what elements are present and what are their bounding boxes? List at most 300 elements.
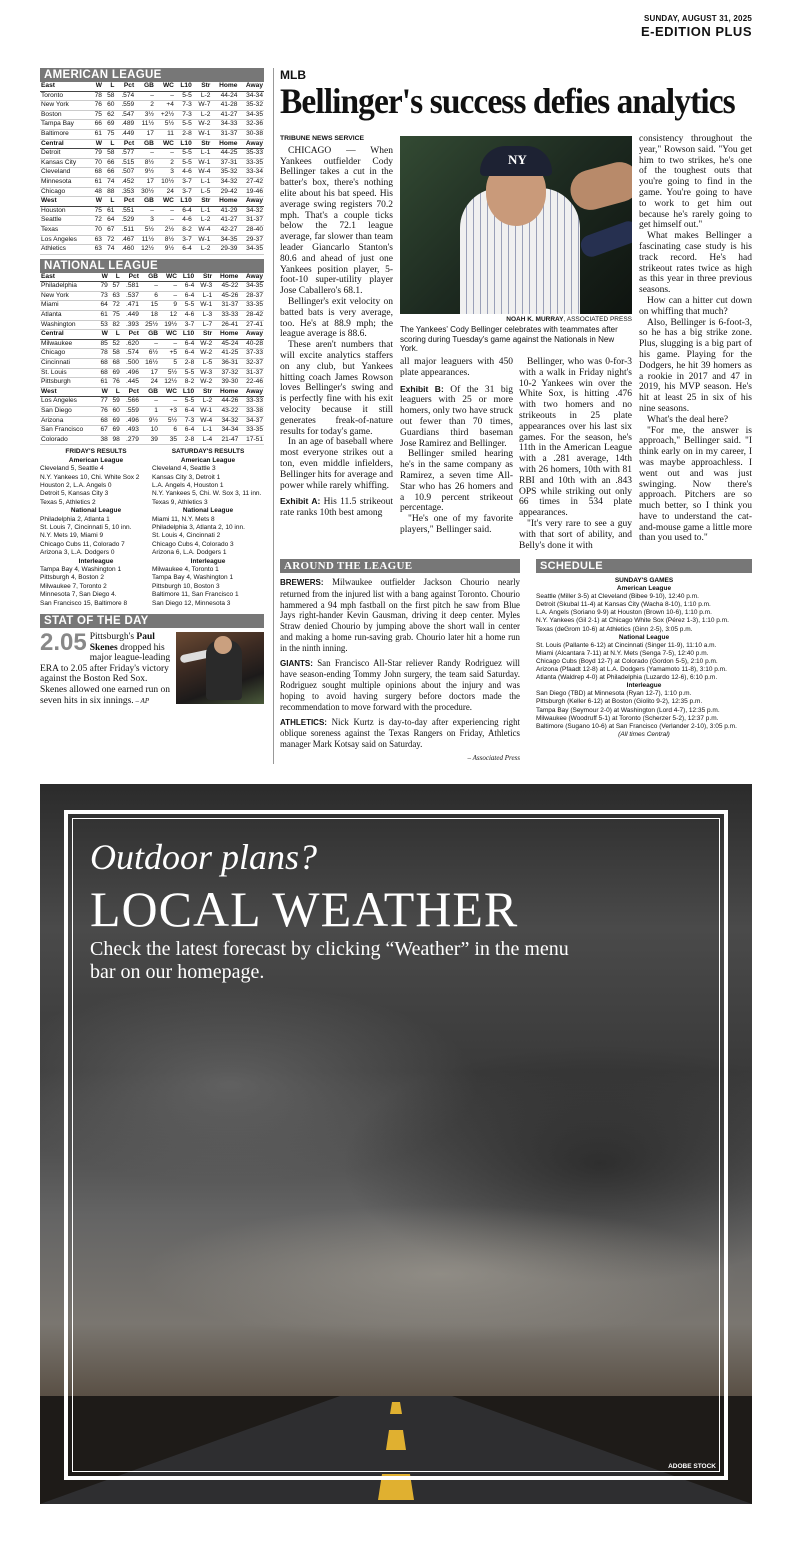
stat-cell: 7-3: [175, 101, 193, 111]
stat-cell: 32-37: [239, 359, 264, 369]
stat-cell: 18: [140, 311, 159, 321]
standings-row: [40, 110, 264, 120]
column-header: Away: [238, 139, 264, 149]
stat-of-the-day-text: [40, 629, 174, 706]
column-header: W: [91, 139, 103, 149]
results-title: SATURDAY'S RESULTS: [171, 448, 245, 456]
team-name: Cincinnati: [40, 359, 97, 369]
stat-cell: W-7: [193, 101, 212, 111]
schedule: [536, 559, 752, 739]
article-column-3: [519, 357, 632, 551]
schedule-line: Seattle (Miller 3-5) at Cleveland (Bibee 9-10), 12:40 p.m.: [536, 593, 699, 601]
stat-cell: W-3: [195, 282, 213, 292]
article-paragraph: CHICAGO — When Yankees outfielder Cody Bellinger takes a cut in the batter's box, there's nothing elite about his bat speed. His average swing registers 70.2 mph. That's a couple ticks below the 72.1 league average, far slower than team leader Giancarlo Stanton's 80.6 and ahead of just one Yankees position player, 5-foot-10 super-utility player Jose Caballero's 68.1.: [280, 145, 393, 297]
stat-cell: 41-25: [213, 349, 239, 359]
result-line: Arizona 3, L.A. Dodgers 0: [40, 549, 115, 557]
schedule-line: Texas (deGrom 10-6) at Athletics (Ginn 2-5), 3:05 p.m.: [536, 625, 693, 633]
division-header-row: [40, 82, 264, 91]
stat-cell: 41-29: [211, 206, 238, 216]
stat-cell: 12½: [135, 245, 155, 255]
column-header: GB: [140, 273, 159, 282]
schedule-line: N.Y. Yankees (Gil 2-1) at Chicago White Sox (Pérez 1-3), 1:10 p.m.: [536, 617, 729, 625]
standings-row: [40, 120, 264, 130]
weather-ad[interactable]: [40, 784, 752, 1504]
stat-cell: 41-28: [211, 101, 238, 111]
result-line: Detroit 5, Kansas City 3: [40, 490, 109, 498]
stat-cell: 8½: [155, 235, 175, 245]
stat-cell: .467: [115, 235, 135, 245]
stat-cell: 77: [97, 397, 109, 407]
column-header: WC: [155, 82, 175, 91]
stat-cell: 16½: [140, 359, 159, 369]
stat-cell: 17: [140, 368, 159, 378]
stat-cell: +5: [159, 349, 178, 359]
results-section-header: National League: [70, 507, 122, 515]
column-header: Away: [238, 82, 264, 91]
stat-cell: 15: [140, 301, 159, 311]
stat-cell: W-1: [193, 235, 212, 245]
stat-cell: 3½: [135, 110, 155, 120]
stat-cell: 6-4: [178, 339, 195, 349]
column-header: Pct: [121, 330, 140, 340]
stat-cell: –: [140, 282, 159, 292]
edition-date: SUNDAY, AUGUST 31, 2025: [643, 14, 752, 23]
stat-cell: 31-37: [239, 368, 264, 378]
stat-cell: .279: [121, 435, 140, 445]
standings-row: [40, 149, 264, 159]
stat-cell: W-2: [193, 120, 212, 130]
stat-cell: W-3: [195, 368, 213, 378]
column-header: Str: [195, 273, 213, 282]
division-header-row: [40, 139, 264, 149]
stat-cell: 1: [140, 407, 159, 417]
stat-cell: 5-5: [178, 301, 195, 311]
column-header: Home: [213, 387, 239, 397]
stat-cell: W-4: [193, 225, 212, 235]
schedule-line: Miami (Alcantara 7-11) at N.Y. Mets (Senga 7-5), 12:40 p.m.: [536, 649, 709, 657]
stat-cell: 88: [103, 187, 115, 197]
stat-cell: .577: [115, 149, 135, 159]
stat-cell: 41-27: [211, 216, 238, 226]
stat-cell: 75: [103, 129, 115, 139]
result-line: Tampa Bay 4, Washington 1: [40, 566, 122, 574]
stat-cell: .493: [121, 426, 140, 436]
stat-cell: –: [155, 216, 175, 226]
standings-row: [40, 235, 264, 245]
team-name: Texas: [40, 225, 91, 235]
stat-cell: 29-39: [211, 245, 238, 255]
stat-cell: W-2: [195, 339, 213, 349]
stat-cell: 60: [109, 407, 121, 417]
stat-cell: 6: [159, 426, 178, 436]
standings-row: [40, 426, 264, 436]
standings-column: [40, 68, 264, 706]
stat-cell: 34-35: [239, 282, 264, 292]
edition-name: E-EDITION PLUS: [640, 24, 752, 39]
article-column-4: [639, 134, 752, 544]
stat-cell: 6½: [140, 349, 159, 359]
stat-cell: 42-27: [211, 225, 238, 235]
stat-cell: 58: [103, 149, 115, 159]
stat-cell: 34-35: [238, 245, 264, 255]
stat-cell: 4-6: [175, 168, 193, 178]
stat-cell: 40-28: [239, 339, 264, 349]
stat-cell: 10½: [155, 177, 175, 187]
team-name: Houston: [40, 206, 91, 216]
result-line: San Diego 12, Minnesota 3: [152, 599, 231, 607]
stat-cell: –: [140, 397, 159, 407]
standings-row: [40, 245, 264, 255]
stat-cell: 33-35: [238, 158, 264, 168]
photo-credit-name: NOAH K. MURRAY: [506, 316, 564, 323]
stat-cell: 75: [109, 311, 121, 321]
result-line: St. Louis 7, Cincinnati 5, 10 inn.: [40, 524, 132, 532]
around-item-label: ATHLETICS:: [280, 717, 327, 727]
standings-row: [40, 397, 264, 407]
stat-cell: 59: [109, 397, 121, 407]
stat-cell: 3: [135, 216, 155, 226]
result-line: Minnesota 7, San Diego 4.: [40, 591, 117, 599]
stat-cell: 64: [97, 301, 109, 311]
results-section-header: Interleague: [78, 557, 114, 565]
stat-cell: L-2: [193, 110, 212, 120]
stat-cell: 68: [97, 368, 109, 378]
stat-cell: 5½: [159, 368, 178, 378]
stat-cell: W-1: [195, 301, 213, 311]
column-header: WC: [159, 387, 178, 397]
stat-cell: 28-42: [239, 311, 264, 321]
result-line: Chicago Cubs 11, Colorado 7: [40, 540, 125, 548]
article-headline: Bellinger's success defies analytics: [280, 81, 735, 121]
column-header: Home: [213, 273, 239, 282]
stat-cell: .559: [115, 101, 135, 111]
column-header: Home: [213, 330, 239, 340]
result-line: N.Y. Mets 19, Miami 9: [40, 532, 104, 540]
standings-row: [40, 435, 264, 445]
stat-pre: Pittsburgh's: [89, 632, 137, 643]
stat-cell: W-1: [193, 158, 212, 168]
stat-cell: 72: [109, 301, 121, 311]
stat-cell: 37-31: [211, 158, 238, 168]
column-header: Away: [239, 330, 264, 340]
stat-of-the-day: [40, 614, 264, 706]
stat-cell: 22-46: [239, 378, 264, 388]
team-name: St. Louis: [40, 368, 97, 378]
standings-row: [40, 91, 264, 101]
stat-cell: 5-5: [178, 397, 195, 407]
result-line: Cleveland 4, Seattle 3: [152, 465, 216, 473]
stat-cell: –: [155, 206, 175, 216]
team-name: Atlanta: [40, 311, 97, 321]
column-header: Pct: [121, 273, 140, 282]
stat-cell: 52: [109, 339, 121, 349]
article-paragraph: What's the deal here?: [647, 414, 729, 425]
masthead: [641, 14, 752, 39]
standings-row: [40, 101, 264, 111]
al-standings-header: AMERICAN LEAGUE: [40, 68, 264, 82]
standings-row: [40, 225, 264, 235]
standings-row: [40, 129, 264, 139]
column-header: L: [103, 139, 115, 149]
division-name: West: [40, 197, 91, 207]
standings-row: [40, 407, 264, 417]
stat-cell: 78: [91, 91, 103, 101]
stat-cell: 29-42: [211, 187, 238, 197]
schedule-line: Pittsburgh (Keller 6-12) at Boston (Giolito 9-2), 12:35 p.m.: [536, 698, 703, 706]
stat-cell: –: [135, 149, 155, 159]
stat-cell: 33-33: [213, 311, 239, 321]
stat-cell: 74: [103, 177, 115, 187]
main-article: [280, 68, 752, 551]
stat-cell: 11: [155, 129, 175, 139]
stat-cell: 74: [103, 245, 115, 255]
stat-cell: 2½: [155, 225, 175, 235]
team-name: Boston: [40, 110, 91, 120]
stat-cell: 34-33: [211, 120, 238, 130]
stat-cell: 7-3: [175, 110, 193, 120]
skenes-photo: [176, 632, 264, 704]
around-item-label: GIANTS:: [280, 658, 313, 668]
article-paragraph: How can a hitter cut down on whiffing that much?: [639, 295, 752, 317]
stat-cell: 28-40: [238, 225, 264, 235]
exhibit-a: [280, 496, 393, 519]
stat-cell: 25½: [140, 320, 159, 330]
stat-cell: 33-35: [239, 301, 264, 311]
stat-cell: 58: [109, 349, 121, 359]
stat-cell: 63: [91, 245, 103, 255]
result-line: Philadelphia 3, Atlanta 2, 10 inn.: [152, 524, 245, 532]
stat-cell: 67: [97, 426, 109, 436]
team-name: Athletics: [40, 245, 91, 255]
stat-cell: L-2: [193, 245, 212, 255]
column-header: Home: [211, 82, 238, 91]
column-header: L: [103, 82, 115, 91]
stat-cell: 61: [91, 177, 103, 187]
exhibit-b-text: Of the 31 big leaguers with 25 or more homers, only two have struck out fewer than 70 times, Guardians third baseman Jose Ramirez and Bellinger.: [400, 384, 513, 449]
stat-cell: –: [159, 397, 178, 407]
column-header: Str: [195, 330, 213, 340]
around-item-text: Nick Kurtz is day-to-day after experiencing right oblique soreness against the Texas Rangers on Friday, Athletics manager Mark Kotsay said on Saturday.: [280, 716, 520, 750]
division-name: West: [40, 387, 97, 397]
results-section-header: National League: [182, 507, 234, 515]
schedule-line: Atlanta (Waldrep 4-0) at Philadelphia (Luzardo 12-6), 6:10 p.m.: [536, 674, 718, 682]
team-name: Detroit: [40, 149, 91, 159]
stat-cell: .496: [121, 368, 140, 378]
column-header: Pct: [115, 139, 135, 149]
stat-cell: 6-4: [178, 407, 195, 417]
around-item-text: San Francisco All-Star reliever Randy Rodriguez will have season-ending Tommy John surgery, the team said Saturday. Rodriguez sought multiple opinions about the injury and was hoping to avoid having surgery before doctors made the recommendation to move forward with the procedure.: [280, 657, 520, 712]
result-line: Milwaukee 7, Toronto 2: [40, 582, 107, 590]
photo-caption: The Yankees' Cody Bellinger celebrates with teammates after scoring during Tuesday's game against the Nationals in New York.: [400, 325, 618, 354]
result-line: Arizona 6, L.A. Dodgers 1: [152, 549, 227, 557]
schedule-footer: (All times Central): [618, 730, 670, 738]
stat-cell: .507: [115, 168, 135, 178]
result-line: Houston 2, L.A. Angels 0: [40, 482, 112, 489]
stat-cell: 33-35: [239, 426, 264, 436]
around-item: [280, 577, 520, 654]
standings-row: [40, 311, 264, 321]
result-line: Baltimore 11, San Francisco 1: [152, 591, 239, 599]
stat-cell: 5-5: [175, 120, 193, 130]
standings-row: [40, 282, 264, 292]
stat-cell: 66: [91, 120, 103, 130]
stat-cell: 76: [97, 407, 109, 417]
standings-row: [40, 359, 264, 369]
saturday-results: [152, 448, 264, 608]
stat-cell: 9½: [135, 168, 155, 178]
results-section-header: Interleague: [190, 557, 226, 565]
team-name: Philadelphia: [40, 282, 97, 292]
article-paragraph: all major leaguers with 450 plate appearances.: [400, 357, 513, 378]
result-line: Pittsburgh 10, Boston 3: [152, 582, 220, 590]
stat-cell: 37-32: [213, 368, 239, 378]
stat-cell: W-2: [195, 378, 213, 388]
nl-standings-table: [40, 273, 264, 446]
stat-cell: W-4: [195, 416, 213, 426]
team-name: Kansas City: [40, 158, 91, 168]
column-header: W: [91, 82, 103, 91]
stat-cell: 69: [109, 416, 121, 426]
stat-cell: 68: [91, 168, 103, 178]
stat-cell: L-4: [195, 435, 213, 445]
stat-cell: 4-6: [178, 311, 195, 321]
stat-cell: 10: [140, 426, 159, 436]
result-line: Texas 9, Athletics 3: [152, 498, 208, 506]
division-name: Central: [40, 139, 91, 149]
standings-row: [40, 187, 264, 197]
stat-cell: 33-38: [239, 407, 264, 417]
column-header: W: [97, 273, 109, 282]
stat-cell: 75: [91, 110, 103, 120]
result-line: Pittsburgh 4, Boston 2: [40, 574, 104, 582]
stat-cell: 11½: [135, 235, 155, 245]
stat-cell: 44-24: [211, 91, 238, 101]
stat-cell: 76: [91, 101, 103, 111]
exhibit-b-label: Exhibit B:: [400, 383, 444, 394]
stat-cell: 3: [155, 168, 175, 178]
standings-row: [40, 291, 264, 301]
stat-cell: 61: [91, 129, 103, 139]
column-header: Str: [193, 139, 212, 149]
article-paragraph: consistency throughout the year," Rowson said. "You get him to two strikes, he's one of the toughest outs that you're going to find in the game. You're going to have to work to get him out because he's rarely going to get himself out.": [639, 134, 752, 231]
stat-cell: 67: [103, 225, 115, 235]
stat-cell: 61: [97, 378, 109, 388]
stat-cell: 33-33: [239, 397, 264, 407]
stat-cell: 5½: [159, 416, 178, 426]
column-header: Home: [211, 139, 238, 149]
schedule-line: Milwaukee (Woodruff 5-1) at Toronto (Scherzer 5-2), 12:37 p.m.: [536, 714, 719, 722]
column-header: Str: [193, 197, 212, 207]
around-the-league-body: [280, 577, 520, 750]
column-header: L10: [178, 387, 195, 397]
column-header: WC: [155, 197, 175, 207]
stat-cell: 79: [97, 282, 109, 292]
stat-cell: L-3: [195, 311, 213, 321]
stat-cell: 60: [103, 101, 115, 111]
article-paragraph: In an age of baseball where most everyone strikes out a ton, even middle infielders, Bellinger hits for average and power while rarely whiffing.: [280, 437, 393, 491]
team-name: San Diego: [40, 407, 97, 417]
stat-cell: 61: [97, 311, 109, 321]
standings-row: [40, 177, 264, 187]
stat-cell: –: [155, 149, 175, 159]
al-standings-table: [40, 82, 264, 255]
results-title: FRIDAY'S RESULTS: [65, 448, 127, 456]
results-box: [40, 448, 264, 608]
schedule-line: Baltimore (Sugano 10-6) at San Francisco (Verlander 2-10), 3:05 p.m.: [536, 722, 737, 730]
column-header: Pct: [115, 82, 135, 91]
stat-cell: 3-7: [175, 235, 193, 245]
stat-cell: L-1: [195, 426, 213, 436]
stat-cell: 28-37: [239, 291, 264, 301]
stat-cell: 9: [159, 301, 178, 311]
bellinger-photo: [400, 136, 632, 314]
stat-cell: W-2: [195, 349, 213, 359]
stat-cell: 34-34: [238, 91, 264, 101]
stat-cell: 53: [97, 320, 109, 330]
stat-cell: 43-22: [213, 407, 239, 417]
column-header: L: [103, 197, 115, 207]
stat-cell: 58: [103, 91, 115, 101]
article-paragraph: "He's one of my favorite players," Bellinger said.: [400, 514, 513, 535]
around-item-label: BREWERS:: [280, 578, 324, 587]
stat-cell: 34-34: [213, 426, 239, 436]
schedule-section-header: National League: [618, 633, 670, 641]
stat-cell: 5-5: [178, 368, 195, 378]
schedule-section-header: Interleague: [626, 682, 662, 690]
stat-cell: 5-5: [175, 158, 193, 168]
team-name: Los Angeles: [40, 235, 91, 245]
result-line: Tampa Bay 4, Washington 1: [152, 574, 234, 582]
stat-cell: 85: [97, 339, 109, 349]
stat-cell: 34-32: [211, 177, 238, 187]
stat-cell: +2½: [155, 110, 175, 120]
stat-cell: .620: [121, 339, 140, 349]
standings-row: [40, 368, 264, 378]
result-line: Chicago Cubs 4, Colorado 3: [152, 540, 234, 548]
stat-cell: .393: [121, 320, 140, 330]
column-header: Away: [239, 273, 264, 282]
stat-cell: 38: [97, 435, 109, 445]
result-line: Miami 11, N.Y. Mets 8: [152, 515, 215, 523]
stat-cell: 6-4: [175, 206, 193, 216]
stat-cell: 30½: [135, 187, 155, 197]
stat-cell: 29-37: [238, 235, 264, 245]
stat-cell: 8-2: [178, 378, 195, 388]
schedule-line: Chicago Cubs (Boyd 12-7) at Colorado (Gordon 5-5), 2:10 p.m.: [536, 657, 718, 665]
stat-cell: 70: [91, 158, 103, 168]
stat-cell: 17-51: [239, 435, 264, 445]
stat-cell: 8½: [135, 158, 155, 168]
stat-cell: 82: [109, 320, 121, 330]
stat-cell: .547: [115, 110, 135, 120]
stat-cell: 6-4: [178, 291, 195, 301]
column-header: W: [91, 197, 103, 207]
yankees-logo: NY: [508, 152, 527, 167]
stat-cell: 69: [109, 368, 121, 378]
stat-cell: 34-35: [238, 110, 264, 120]
column-header: Str: [193, 82, 212, 91]
stat-cell: 17: [135, 129, 155, 139]
stat-cell: 2-8: [178, 435, 195, 445]
stat-cell: 26-41: [213, 320, 239, 330]
column-header: Home: [211, 197, 238, 207]
schedule-section-header: American League: [616, 585, 672, 593]
column-header: L: [109, 387, 121, 397]
result-line: Texas 5, Athletics 2: [40, 498, 96, 506]
stat-cell: 33-34: [238, 168, 264, 178]
article-paragraph: Bellinger's exit velocity on batted bats is very average, too. He's at 88.9 mph; the league average is 88.6.: [280, 296, 393, 340]
stat-cell: 5-5: [175, 149, 193, 159]
